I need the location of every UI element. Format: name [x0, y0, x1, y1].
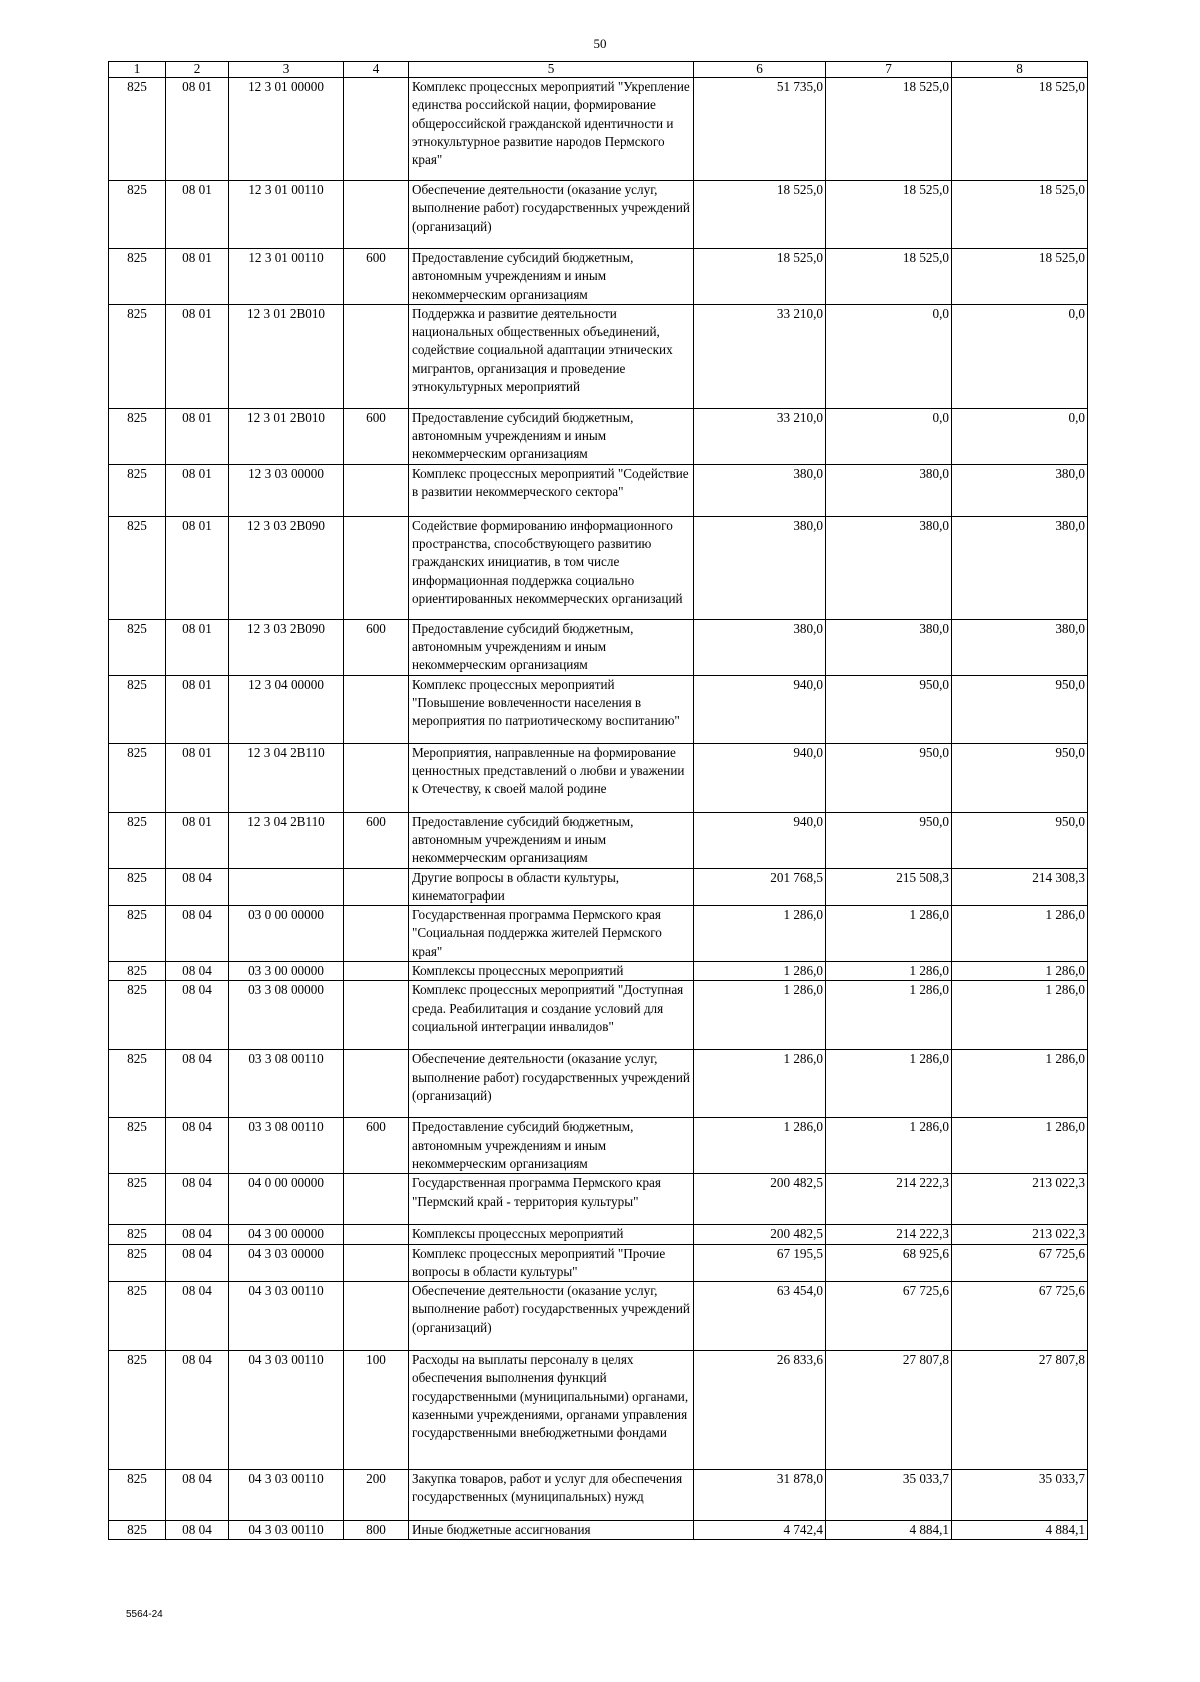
- cell-target-article: 03 3 08 00110: [229, 1118, 344, 1174]
- cell-amount-col6: 201 768,5: [694, 868, 826, 906]
- cell-expense-type: [344, 962, 409, 981]
- cell-description: Иные бюджетные ассигнования: [409, 1521, 694, 1540]
- cell-expense-type: 200: [344, 1470, 409, 1521]
- cell-amount-col6: 940,0: [694, 675, 826, 743]
- table-row: [109, 408, 1088, 464]
- cell-target-article: 12 3 01 2В010: [229, 408, 344, 464]
- cell-ministry-code: 825: [109, 408, 166, 464]
- cell-amount-col7: 18 525,0: [826, 249, 952, 305]
- cell-amount-col8: 1 286,0: [952, 1118, 1088, 1174]
- cell-amount-col6: 1 286,0: [694, 981, 826, 1050]
- cell-amount-col6: 200 482,5: [694, 1225, 826, 1244]
- cell-section-code: 08 04: [166, 1174, 229, 1225]
- table-row: [109, 516, 1088, 619]
- table-row: [109, 464, 1088, 516]
- cell-target-article: [229, 868, 344, 906]
- table-row: [109, 1470, 1088, 1521]
- table-row: [109, 1351, 1088, 1470]
- cell-target-article: 12 3 03 2В090: [229, 516, 344, 619]
- column-header: 7: [826, 62, 952, 78]
- table-row: [109, 812, 1088, 868]
- cell-amount-col6: 31 878,0: [694, 1470, 826, 1521]
- cell-expense-type: [344, 464, 409, 516]
- cell-target-article: 12 3 03 00000: [229, 464, 344, 516]
- cell-section-code: 08 01: [166, 812, 229, 868]
- cell-expense-type: [344, 78, 409, 181]
- cell-description: Комплекс процессных мероприятий "Укрепление единства российской нации, формирование общероссийской гражданской идентичности и этнокультурное развитие народов Пермского края": [409, 78, 694, 181]
- cell-section-code: 08 01: [166, 181, 229, 249]
- cell-expense-type: [344, 181, 409, 249]
- cell-description: Предоставление субсидий бюджетным, автономным учреждениям и иным некоммерческим организациям: [409, 619, 694, 675]
- cell-target-article: 03 3 00 00000: [229, 962, 344, 981]
- table-header-row: [109, 62, 1088, 78]
- cell-section-code: 08 04: [166, 1225, 229, 1244]
- cell-amount-col8: 18 525,0: [952, 78, 1088, 181]
- cell-ministry-code: 825: [109, 1470, 166, 1521]
- cell-amount-col6: 200 482,5: [694, 1174, 826, 1225]
- cell-target-article: 03 3 08 00000: [229, 981, 344, 1050]
- cell-section-code: 08 01: [166, 304, 229, 408]
- cell-amount-col6: 940,0: [694, 743, 826, 812]
- cell-ministry-code: 825: [109, 78, 166, 181]
- cell-ministry-code: 825: [109, 1521, 166, 1540]
- cell-description: Мероприятия, направленные на формирование ценностных представлений о любви и уважении к Отечеству, к своей малой родине: [409, 743, 694, 812]
- cell-amount-col8: 0,0: [952, 408, 1088, 464]
- cell-ministry-code: 825: [109, 1225, 166, 1244]
- cell-amount-col6: 1 286,0: [694, 1118, 826, 1174]
- cell-section-code: 08 01: [166, 619, 229, 675]
- cell-ministry-code: 825: [109, 868, 166, 906]
- cell-section-code: 08 04: [166, 1470, 229, 1521]
- cell-target-article: 03 0 00 00000: [229, 906, 344, 962]
- cell-amount-col7: 950,0: [826, 812, 952, 868]
- cell-ministry-code: 825: [109, 619, 166, 675]
- table-row: [109, 1118, 1088, 1174]
- table-row: [109, 743, 1088, 812]
- cell-ministry-code: 825: [109, 962, 166, 981]
- cell-amount-col8: 213 022,3: [952, 1225, 1088, 1244]
- cell-description: Закупка товаров, работ и услуг для обеспечения государственных (муниципальных) нужд: [409, 1470, 694, 1521]
- cell-ministry-code: 825: [109, 516, 166, 619]
- cell-amount-col7: 1 286,0: [826, 981, 952, 1050]
- table-row: [109, 675, 1088, 743]
- cell-ministry-code: 825: [109, 1282, 166, 1351]
- cell-description: Другие вопросы в области культуры, кинематографии: [409, 868, 694, 906]
- cell-expense-type: [344, 906, 409, 962]
- cell-amount-col7: 950,0: [826, 675, 952, 743]
- cell-expense-type: 600: [344, 408, 409, 464]
- cell-expense-type: [344, 304, 409, 408]
- cell-amount-col6: 1 286,0: [694, 906, 826, 962]
- cell-amount-col6: 4 742,4: [694, 1521, 826, 1540]
- cell-amount-col7: 380,0: [826, 619, 952, 675]
- table-row: [109, 181, 1088, 249]
- cell-amount-col6: 380,0: [694, 619, 826, 675]
- cell-target-article: 12 3 04 2В110: [229, 812, 344, 868]
- cell-ministry-code: 825: [109, 743, 166, 812]
- cell-amount-col7: 4 884,1: [826, 1521, 952, 1540]
- cell-section-code: 08 04: [166, 906, 229, 962]
- table-row: [109, 1244, 1088, 1282]
- cell-expense-type: [344, 981, 409, 1050]
- cell-amount-col6: 26 833,6: [694, 1351, 826, 1470]
- cell-amount-col6: 18 525,0: [694, 181, 826, 249]
- cell-target-article: 12 3 01 00110: [229, 249, 344, 305]
- cell-section-code: 08 01: [166, 408, 229, 464]
- cell-ministry-code: 825: [109, 181, 166, 249]
- column-header: 4: [344, 62, 409, 78]
- cell-amount-col8: 380,0: [952, 619, 1088, 675]
- cell-amount-col6: 18 525,0: [694, 249, 826, 305]
- cell-section-code: 08 04: [166, 1521, 229, 1540]
- cell-amount-col8: 950,0: [952, 743, 1088, 812]
- cell-amount-col7: 18 525,0: [826, 78, 952, 181]
- cell-ministry-code: 825: [109, 249, 166, 305]
- cell-amount-col6: 1 286,0: [694, 962, 826, 981]
- cell-section-code: 08 01: [166, 464, 229, 516]
- cell-expense-type: [344, 1174, 409, 1225]
- cell-amount-col7: 1 286,0: [826, 1050, 952, 1118]
- cell-amount-col7: 0,0: [826, 408, 952, 464]
- cell-amount-col7: 18 525,0: [826, 181, 952, 249]
- cell-ministry-code: 825: [109, 1174, 166, 1225]
- cell-amount-col7: 1 286,0: [826, 1118, 952, 1174]
- cell-section-code: 08 04: [166, 962, 229, 981]
- table-row: [109, 304, 1088, 408]
- cell-amount-col6: 67 195,5: [694, 1244, 826, 1282]
- cell-amount-col8: 950,0: [952, 675, 1088, 743]
- cell-section-code: 08 04: [166, 1244, 229, 1282]
- cell-amount-col7: 215 508,3: [826, 868, 952, 906]
- cell-description: Предоставление субсидий бюджетным, автономным учреждениям и иным некоммерческим организациям: [409, 249, 694, 305]
- cell-section-code: 08 04: [166, 1351, 229, 1470]
- cell-description: Комплекс процессных мероприятий "Прочие вопросы в области культуры": [409, 1244, 694, 1282]
- cell-description: Государственная программа Пермского края "Социальная поддержка жителей Пермского края": [409, 906, 694, 962]
- cell-section-code: 08 04: [166, 981, 229, 1050]
- cell-ministry-code: 825: [109, 304, 166, 408]
- cell-expense-type: 100: [344, 1351, 409, 1470]
- cell-description: Государственная программа Пермского края "Пермский край - территория культуры": [409, 1174, 694, 1225]
- cell-target-article: 04 3 03 00110: [229, 1521, 344, 1540]
- column-header: 8: [952, 62, 1088, 78]
- column-header: 2: [166, 62, 229, 78]
- table-row: [109, 962, 1088, 981]
- cell-amount-col8: 35 033,7: [952, 1470, 1088, 1521]
- cell-amount-col8: 4 884,1: [952, 1521, 1088, 1540]
- table-row: [109, 981, 1088, 1050]
- cell-amount-col8: 27 807,8: [952, 1351, 1088, 1470]
- cell-amount-col6: 33 210,0: [694, 408, 826, 464]
- cell-section-code: 08 04: [166, 1050, 229, 1118]
- cell-ministry-code: 825: [109, 812, 166, 868]
- cell-amount-col8: 1 286,0: [952, 981, 1088, 1050]
- budget-table: [108, 61, 1088, 1540]
- cell-amount-col8: 67 725,6: [952, 1244, 1088, 1282]
- cell-ministry-code: 825: [109, 1050, 166, 1118]
- cell-target-article: 03 3 08 00110: [229, 1050, 344, 1118]
- cell-description: Комплекс процессных мероприятий "Доступная среда. Реабилитация и создание условий для социальной интеграции инвалидов": [409, 981, 694, 1050]
- cell-section-code: 08 01: [166, 249, 229, 305]
- cell-amount-col7: 380,0: [826, 464, 952, 516]
- cell-target-article: 04 3 03 00110: [229, 1351, 344, 1470]
- cell-description: Комплекс процессных мероприятий "Повышение вовлеченности населения в мероприятия по патриотическому воспитанию": [409, 675, 694, 743]
- cell-amount-col7: 214 222,3: [826, 1174, 952, 1225]
- table-row: [109, 78, 1088, 181]
- cell-section-code: 08 01: [166, 78, 229, 181]
- cell-amount-col8: 380,0: [952, 464, 1088, 516]
- cell-expense-type: [344, 675, 409, 743]
- cell-section-code: 08 04: [166, 1282, 229, 1351]
- cell-target-article: 12 3 04 00000: [229, 675, 344, 743]
- cell-amount-col7: 214 222,3: [826, 1225, 952, 1244]
- cell-amount-col8: 380,0: [952, 516, 1088, 619]
- table-row: [109, 906, 1088, 962]
- column-header: 6: [694, 62, 826, 78]
- cell-ministry-code: 825: [109, 1351, 166, 1470]
- cell-expense-type: [344, 516, 409, 619]
- table-row: [109, 1521, 1088, 1540]
- cell-amount-col8: 950,0: [952, 812, 1088, 868]
- cell-expense-type: [344, 743, 409, 812]
- cell-amount-col7: 27 807,8: [826, 1351, 952, 1470]
- cell-section-code: 08 04: [166, 868, 229, 906]
- cell-target-article: 12 3 01 2В010: [229, 304, 344, 408]
- table-row: [109, 619, 1088, 675]
- cell-expense-type: 600: [344, 812, 409, 868]
- cell-ministry-code: 825: [109, 675, 166, 743]
- cell-amount-col6: 33 210,0: [694, 304, 826, 408]
- cell-target-article: 04 3 00 00000: [229, 1225, 344, 1244]
- cell-amount-col7: 1 286,0: [826, 962, 952, 981]
- cell-description: Расходы на выплаты персоналу в целях обеспечения выполнения функций государственными (муниципальными) органами, казенными учреждениями, органами управления государственными внебюджетными фондами: [409, 1351, 694, 1470]
- table-row: [109, 1174, 1088, 1225]
- cell-amount-col8: 0,0: [952, 304, 1088, 408]
- cell-amount-col8: 67 725,6: [952, 1282, 1088, 1351]
- cell-amount-col7: 0,0: [826, 304, 952, 408]
- cell-amount-col6: 63 454,0: [694, 1282, 826, 1351]
- cell-amount-col6: 380,0: [694, 464, 826, 516]
- cell-amount-col6: 1 286,0: [694, 1050, 826, 1118]
- cell-description: Обеспечение деятельности (оказание услуг, выполнение работ) государственных учреждений (организаций): [409, 1282, 694, 1351]
- cell-amount-col6: 380,0: [694, 516, 826, 619]
- cell-target-article: 12 3 01 00000: [229, 78, 344, 181]
- cell-description: Обеспечение деятельности (оказание услуг, выполнение работ) государственных учреждений (организаций): [409, 1050, 694, 1118]
- cell-description: Комплекс процессных мероприятий "Содействие в развитии некоммерческого сектора": [409, 464, 694, 516]
- cell-amount-col8: 1 286,0: [952, 1050, 1088, 1118]
- cell-amount-col7: 68 925,6: [826, 1244, 952, 1282]
- column-header: 1: [109, 62, 166, 78]
- cell-ministry-code: 825: [109, 1244, 166, 1282]
- table-body: [109, 78, 1088, 1540]
- cell-amount-col7: 380,0: [826, 516, 952, 619]
- cell-target-article: 04 0 00 00000: [229, 1174, 344, 1225]
- cell-amount-col8: 18 525,0: [952, 249, 1088, 305]
- table-row: [109, 1225, 1088, 1244]
- cell-expense-type: [344, 1282, 409, 1351]
- cell-description: Поддержка и развитие деятельности национальных общественных объединений, содействие социальной адаптации этнических мигрантов, организация и проведение этнокультурных мероприятий: [409, 304, 694, 408]
- cell-target-article: 04 3 03 00110: [229, 1470, 344, 1521]
- cell-target-article: 12 3 04 2В110: [229, 743, 344, 812]
- cell-target-article: 04 3 03 00000: [229, 1244, 344, 1282]
- cell-amount-col8: 214 308,3: [952, 868, 1088, 906]
- cell-expense-type: 600: [344, 249, 409, 305]
- cell-section-code: 08 01: [166, 675, 229, 743]
- cell-description: Обеспечение деятельности (оказание услуг, выполнение работ) государственных учреждений (организаций): [409, 181, 694, 249]
- cell-description: Содействие формированию информационного пространства, способствующего развитию гражданских инициатив, в том числе информационная поддержка социально ориентированных некоммерческих организаций: [409, 516, 694, 619]
- cell-amount-col8: 1 286,0: [952, 906, 1088, 962]
- cell-section-code: 08 04: [166, 1118, 229, 1174]
- cell-amount-col8: 1 286,0: [952, 962, 1088, 981]
- footer-document-code: 5564-24: [126, 1609, 163, 1620]
- cell-amount-col6: 940,0: [694, 812, 826, 868]
- cell-amount-col7: 35 033,7: [826, 1470, 952, 1521]
- cell-description: Комплексы процессных мероприятий: [409, 1225, 694, 1244]
- cell-expense-type: [344, 868, 409, 906]
- cell-description: Комплексы процессных мероприятий: [409, 962, 694, 981]
- cell-ministry-code: 825: [109, 981, 166, 1050]
- cell-amount-col8: 213 022,3: [952, 1174, 1088, 1225]
- column-header: 3: [229, 62, 344, 78]
- cell-amount-col6: 51 735,0: [694, 78, 826, 181]
- cell-ministry-code: 825: [109, 464, 166, 516]
- cell-expense-type: 600: [344, 1118, 409, 1174]
- cell-description: Предоставление субсидий бюджетным, автономным учреждениям и иным некоммерческим организациям: [409, 408, 694, 464]
- cell-amount-col8: 18 525,0: [952, 181, 1088, 249]
- table-row: [109, 249, 1088, 305]
- cell-ministry-code: 825: [109, 1118, 166, 1174]
- cell-description: Предоставление субсидий бюджетным, автономным учреждениям и иным некоммерческим организациям: [409, 812, 694, 868]
- table-row: [109, 1282, 1088, 1351]
- cell-amount-col7: 67 725,6: [826, 1282, 952, 1351]
- column-header: 5: [409, 62, 694, 78]
- cell-amount-col7: 950,0: [826, 743, 952, 812]
- cell-ministry-code: 825: [109, 906, 166, 962]
- cell-target-article: 12 3 03 2В090: [229, 619, 344, 675]
- table-row: [109, 1050, 1088, 1118]
- cell-target-article: 04 3 03 00110: [229, 1282, 344, 1351]
- cell-amount-col7: 1 286,0: [826, 906, 952, 962]
- cell-expense-type: [344, 1050, 409, 1118]
- cell-expense-type: [344, 1225, 409, 1244]
- cell-expense-type: 600: [344, 619, 409, 675]
- cell-section-code: 08 01: [166, 516, 229, 619]
- page-number: 50: [593, 36, 607, 51]
- cell-expense-type: [344, 1244, 409, 1282]
- table-row: [109, 868, 1088, 906]
- cell-target-article: 12 3 01 00110: [229, 181, 344, 249]
- cell-section-code: 08 01: [166, 743, 229, 812]
- cell-description: Предоставление субсидий бюджетным, автономным учреждениям и иным некоммерческим организациям: [409, 1118, 694, 1174]
- cell-expense-type: 800: [344, 1521, 409, 1540]
